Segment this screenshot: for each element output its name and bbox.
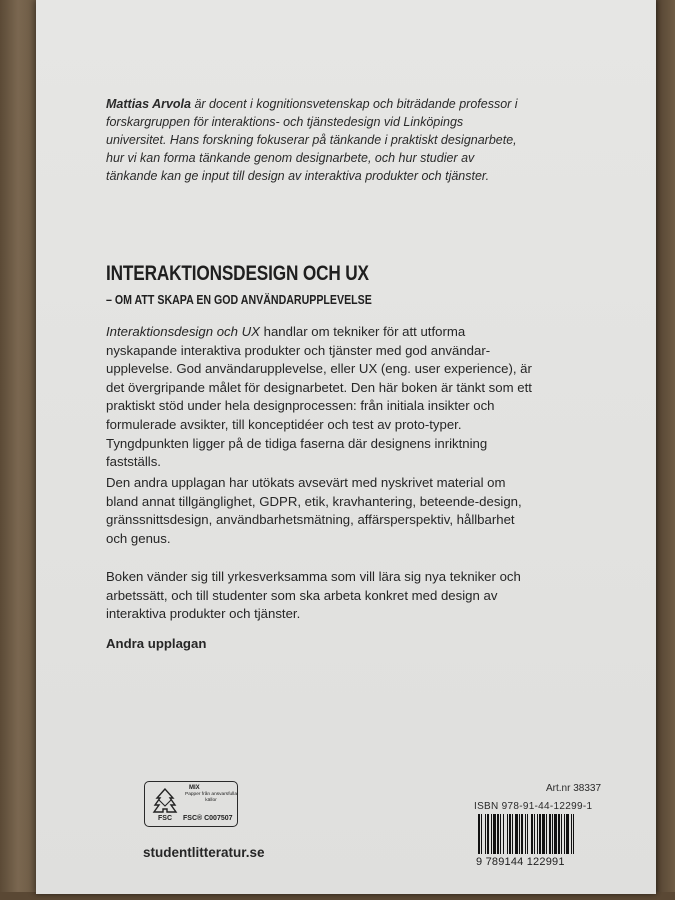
- fsc-mix-label: MIX: [189, 785, 200, 791]
- isbn-number: ISBN 978-91-44-12299-1: [474, 801, 593, 812]
- book-subtitle: – OM ATT SKAPA EN GOD ANVÄNDARUPPLEVELSE: [106, 293, 372, 307]
- description-text-1: handlar om tekniker för att utforma nyskapande interaktiva produkter och tjänster med god användar-upplevelse. God användarupplevelse, eller UX (eng. user experience), är det övergripande målet för designarbetet. Den här boken är tänkt som ett praktiskt stöd under hela designprocessen: från initiala insikter och formulerade avsikter, till konceptidéer och test av proto-typer. Tyngdpunkten ligger på de tidiga faserna där designens inriktning fastställs.: [106, 324, 532, 470]
- barcode-digits: 9 789144 122991: [476, 856, 565, 868]
- author-bio-text: är docent i kognitionsvetenskap och biträdande professor i forskargruppen för interaktions- och tjänstedesign vid Linköpings universitet. Hans forskning fokuserar på tänkande i praktiskt designarbete, hur vi kan forma tänkande genom designarbete, och hur studier av tänkande kan ge input till design av interaktiva produkter och tjänster.: [106, 97, 518, 183]
- article-number: Art.nr 38337: [546, 783, 602, 794]
- book-title: INTERAKTIONSDESIGN OCH UX: [106, 262, 369, 285]
- fsc-logo-text: FSC: [158, 815, 172, 822]
- author-name: Mattias Arvola: [106, 97, 191, 111]
- barcode-image: [476, 814, 620, 854]
- description-title-italic: Interaktionsdesign och UX: [106, 324, 260, 339]
- wooden-table-left: [0, 0, 40, 900]
- author-bio: [106, 95, 526, 185]
- description-paragraph-2: Den andra upplagan har utökats avsevärt med nyskrivet material om bland annat tillgänglighet, GDPR, etik, kravhantering, beteende-design, gränssnittsdesign, användbarhetsmätning, affärsperspektiv, hållbarhet och genus.: [106, 475, 522, 546]
- wooden-table-right: [653, 0, 675, 900]
- description-paragraph-3: Boken vänder sig till yrkesverksamma som vill lära sig nya tekniker och arbetssätt, och till studenter som ska arbeta konkret med design av interaktiva produkter och tjänster.: [106, 569, 521, 622]
- description-paragraph-1: [106, 323, 536, 472]
- publisher-url: studentlitteratur.se: [143, 845, 265, 860]
- fsc-description: Papper från ansvarsfulla källor: [185, 792, 237, 803]
- fsc-badge: [144, 781, 238, 827]
- edition-label: Andra upplagan: [106, 636, 207, 651]
- fsc-tree-logo-icon: [151, 786, 179, 822]
- fsc-license-code: FSC® C007507: [183, 815, 233, 822]
